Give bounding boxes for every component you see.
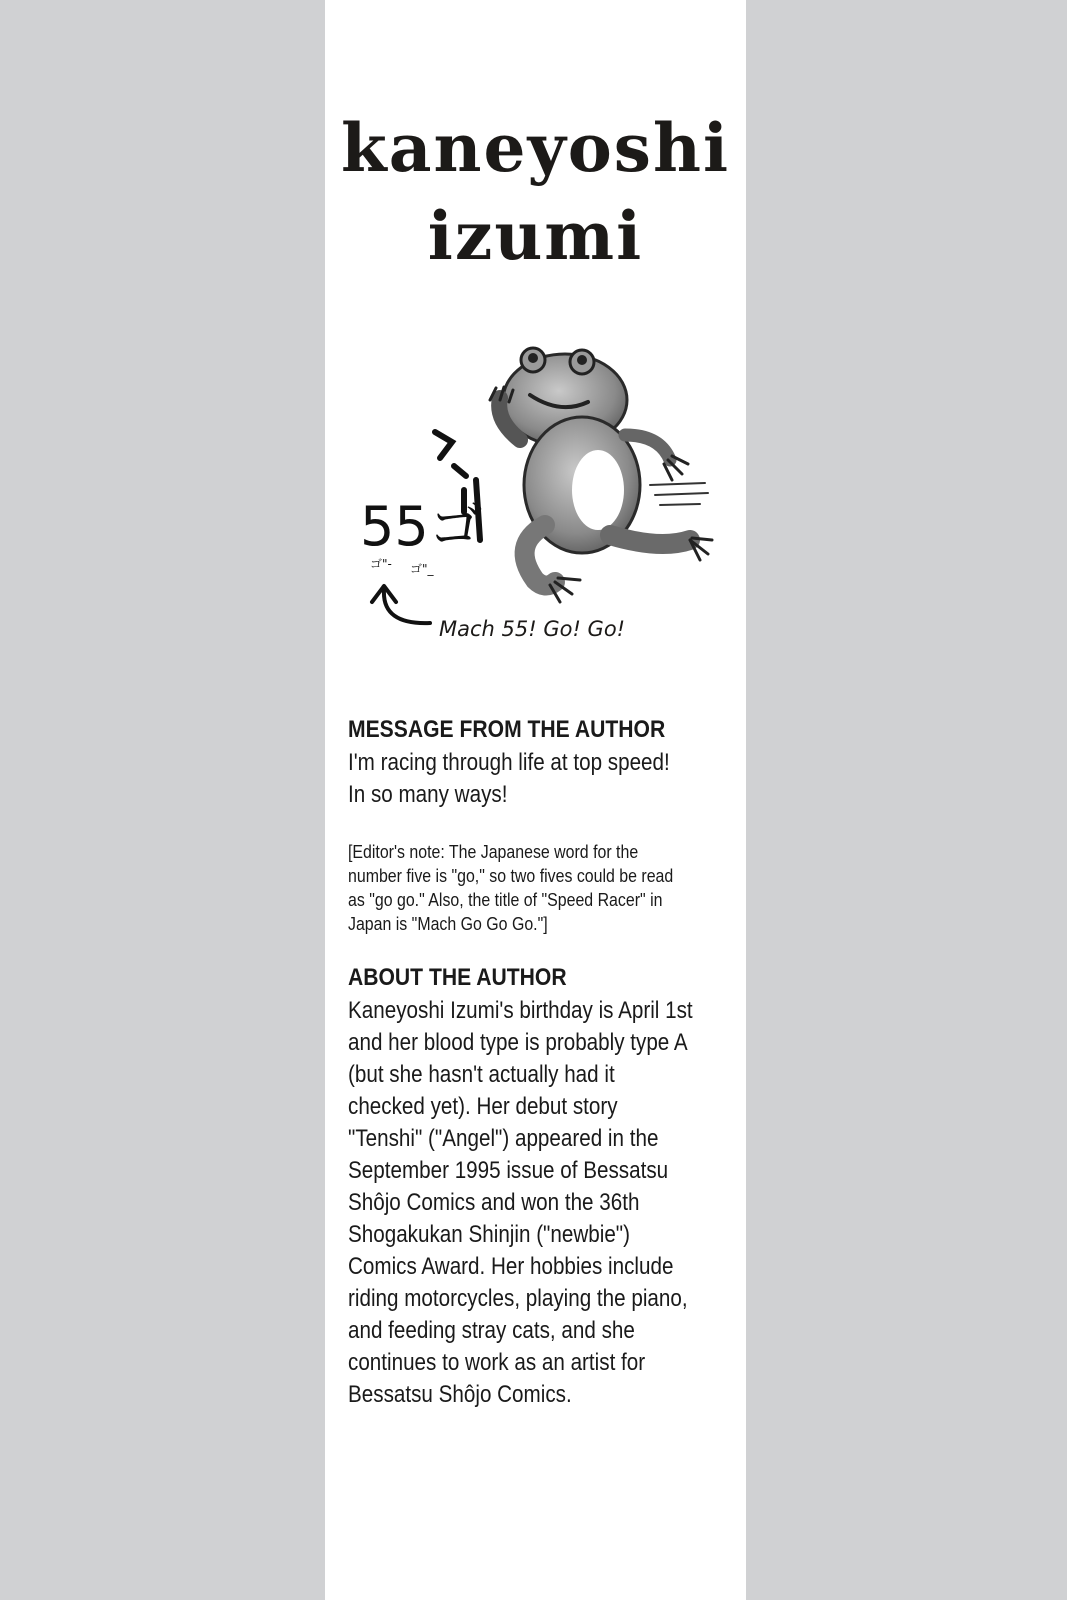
running-frog-icon	[360, 340, 720, 655]
author-page-panel	[325, 0, 746, 1600]
author-first-name: kaneyoshi	[340, 109, 731, 187]
sketch-small-text-2: ゴ"_	[410, 562, 434, 576]
illustration-caption: Mach 55! Go! Go!	[439, 617, 626, 641]
editor-note-section	[348, 840, 728, 936]
author-last-name: izumi	[427, 197, 644, 275]
sketch-small-text-1: ゴ"-	[370, 557, 392, 571]
message-body: I'm racing through life at top speed! In so many ways!	[348, 749, 670, 808]
message-section	[348, 715, 728, 811]
editor-note-body: [Editor's note: The Japanese word for the number five is "go," so two fives could be read as "go go." Also, the title of "Speed Racer" in Japan is "Mach Go Go Go."]	[348, 841, 674, 934]
about-section	[348, 963, 728, 1411]
sketch-55-text: 55ゴ	[360, 495, 483, 558]
message-heading: MESSAGE FROM THE AUTHOR	[348, 716, 666, 743]
about-body: Kaneyoshi Izumi's birthday is April 1st and her blood type is probably type A (but she hasn't actually had it checked yet). Her debut story "Tenshi" ("Angel") appeared in the September 1995 issue of Bessatsu Shôjo Comics and won the 36th Shogakukan Shinjin ("newbie") Comics Award. Her hobbies include riding motorcycles, playing the piano, and feeding stray cats, and she continues to work as an artist for Bessatsu Shôjo Comics.	[348, 997, 693, 1408]
about-heading: ABOUT THE AUTHOR	[348, 964, 567, 991]
